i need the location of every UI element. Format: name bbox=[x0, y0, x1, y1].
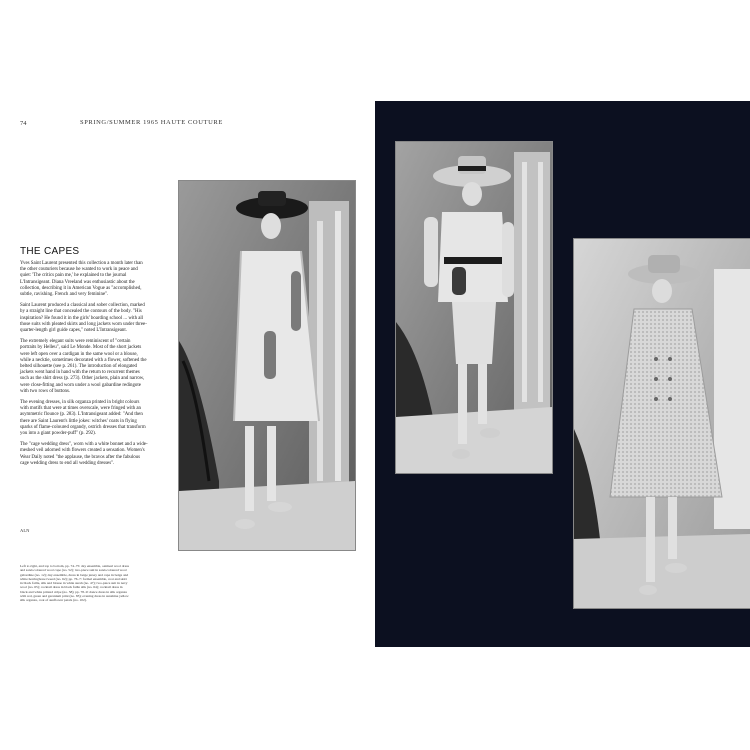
section-heading: THE CAPES bbox=[20, 246, 80, 257]
photo-caption: Left to right, and top to bottom, pp. 74–75: day ensemble, oatmeal wool dress and sand-coloured wool cape (no. 52); two-piece suit in sand-coloured wool gabardine (no. 12); day ensemble, dress in beige jersey and cape in beige and white herringbone tweed (no. 62); pp. 76–7: formal ensemble, coat and skirt in black faille, silk and blouse in white surah (no. 47); two-piece suit in navy wool (no. 65); cocktail dress in black faille silk (no. 64); cocktail dress in black and white printed crêpe (no. 58); pp. 78–9: dance dress in silk organza with red, green and geranium print (no. 83); evening dress in sunshine yellow silk organza, coat of sunflower petals (no. 102). bbox=[20, 564, 129, 603]
book-spread bbox=[0, 101, 750, 647]
paragraph: The "cage wedding dress", worn with a white bonnet and a wide-meshed veil adorned with flowers created a sensation. Women's Wear Daily noted "the applause, the bravos after the fabulous cage wedding dress to end all wedding dresses". bbox=[20, 442, 148, 466]
running-head: SPRING/SUMMER 1965 HAUTE COUTURE bbox=[80, 119, 223, 126]
page-number: 74 bbox=[20, 120, 27, 127]
body-text bbox=[20, 261, 148, 472]
left-page bbox=[0, 101, 375, 647]
right-page bbox=[375, 101, 750, 647]
paragraph: Yves Saint Laurent presented this collection a month later than the other couturiers because he wanted to work in peace and quiet: 'The critics pain me,' he explained to the journal L'Intransigeant. Diana Vreeland was enthusiastic about the collection, describing it in American Vogue as "accomplished, subtle, ravishing. French and very feminine". bbox=[20, 261, 143, 298]
photo-model-cape-hat bbox=[178, 180, 356, 551]
paragraph: The evening dresses, in silk organza printed in bright colours with motifs that were at times overscale, were fringed with an asymmetric flounce (p. 283). L'Intransigeant added: "And then there are Saint Laurent's little jokes: witches' coats in flying sparks of flame-coloured organdy, ostrich dresses that transform you into a giant powder-puff" (p. 292). bbox=[20, 400, 146, 437]
paragraph: The extremely elegant suits were reminiscent of "certain portraits by Helleu", said Le Monde. Most of the short jackets were left open over a cardigan in the same wool or a blouse, while a necktie, sometimes decorated with a flower, softened the belted silhouette (see p. 261). The introduction of elongated jackets went hand in hand with the return to recurrent themes such as the shirt dress (p. 273). Other jackets, plain and narrow, were close-fitting and worn under a wool gabardine redingote with two rows of buttons. bbox=[20, 339, 147, 394]
paragraph: Saint Laurent produced a classical and sober collection, marked by a straight line that concealed the contours of the body. "His inspiration? He found it in the girls' boarding school ... with all those suits with pleated skirts and long jackets worn under three-quarter-length girl guide capes," noted L'Intransigeant. bbox=[20, 303, 147, 334]
author-initials: ALN bbox=[20, 528, 30, 533]
photo-model-gabardine-suit bbox=[395, 141, 553, 474]
photo-model-tweed-cape bbox=[573, 238, 750, 609]
